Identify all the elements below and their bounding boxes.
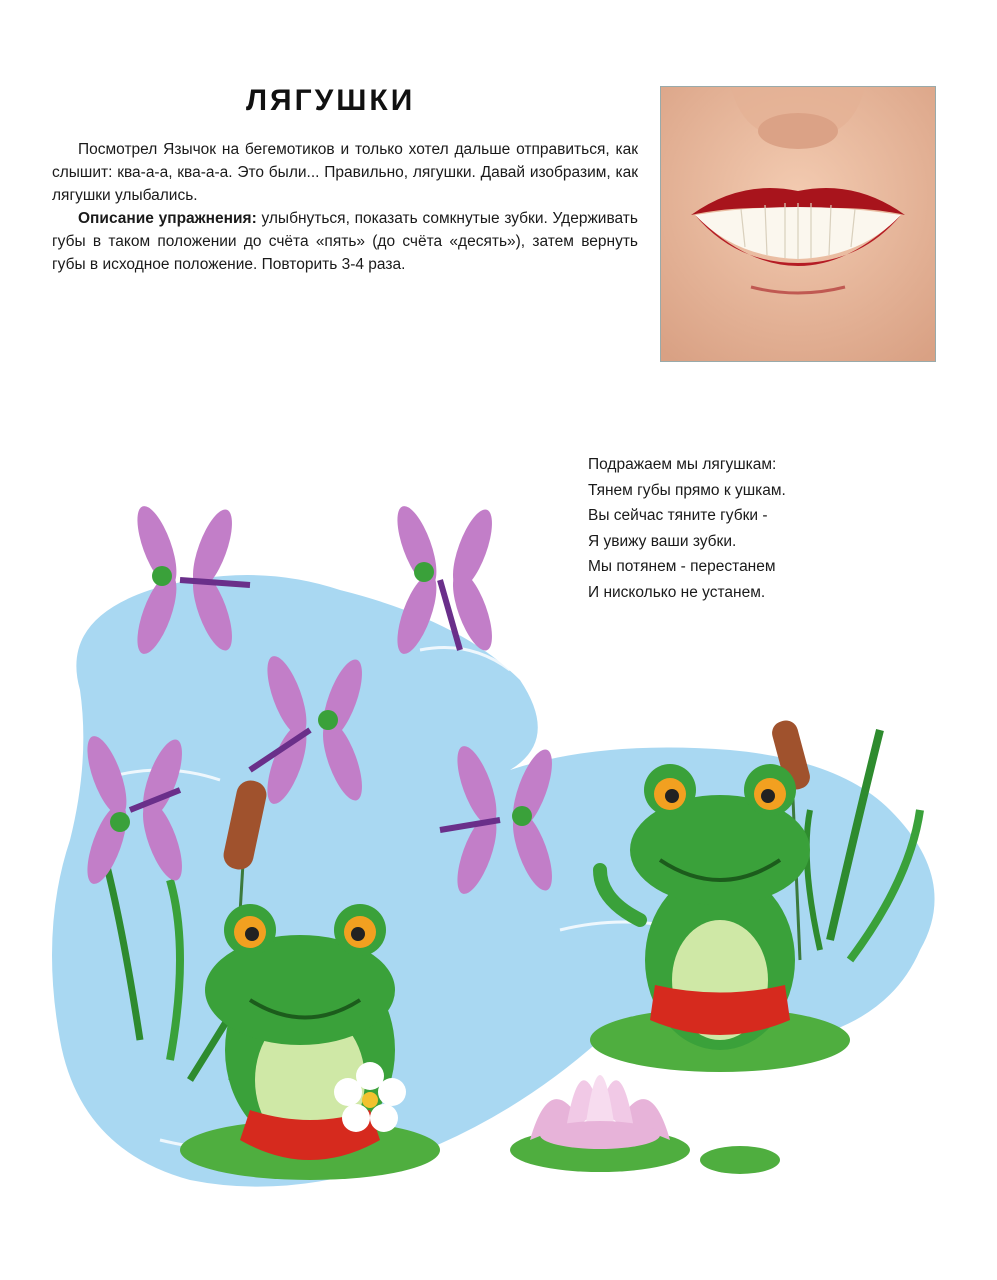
text-block (52, 138, 638, 276)
pond-water (52, 575, 935, 1187)
smile-photo (660, 86, 936, 362)
poem-line: Тянем губы прямо к ушкам. (588, 481, 786, 499)
water-lily-icon (510, 1075, 690, 1172)
page-title: ЛЯГУШКИ (246, 84, 416, 117)
exercise-paragraph (52, 207, 638, 276)
poem-line: Вы сейчас тяните губки - (588, 507, 768, 524)
poem-line: Мы потянем - перестанем (588, 558, 776, 575)
story-paragraph: Посмотрел Язычок на бегемотиков и только хотел дальше отправиться, как слышит: ква-а-а, ква-а-а. Это были... Правильно, лягушки. Давай изобразим, как лягушки улыбались. (52, 141, 638, 204)
poem-line: Я увижу ваши зубки. (588, 532, 737, 550)
exercise-text: улыбнуться, показать сомкнутые зубки. Удерживать губы в таком положении до счёта «пять» (до счёта «десять»), затем вернуть губы в исходное положение. Повторить 3-4 раза. (52, 210, 638, 273)
lily-pad (700, 1146, 780, 1174)
poem-line: И нисколько не устанем. (588, 583, 766, 601)
poem-line: Подражаем мы лягушкам: (588, 456, 777, 473)
pond-illustration (40, 480, 960, 1240)
exercise-label: Описание упражнения: (78, 210, 257, 227)
